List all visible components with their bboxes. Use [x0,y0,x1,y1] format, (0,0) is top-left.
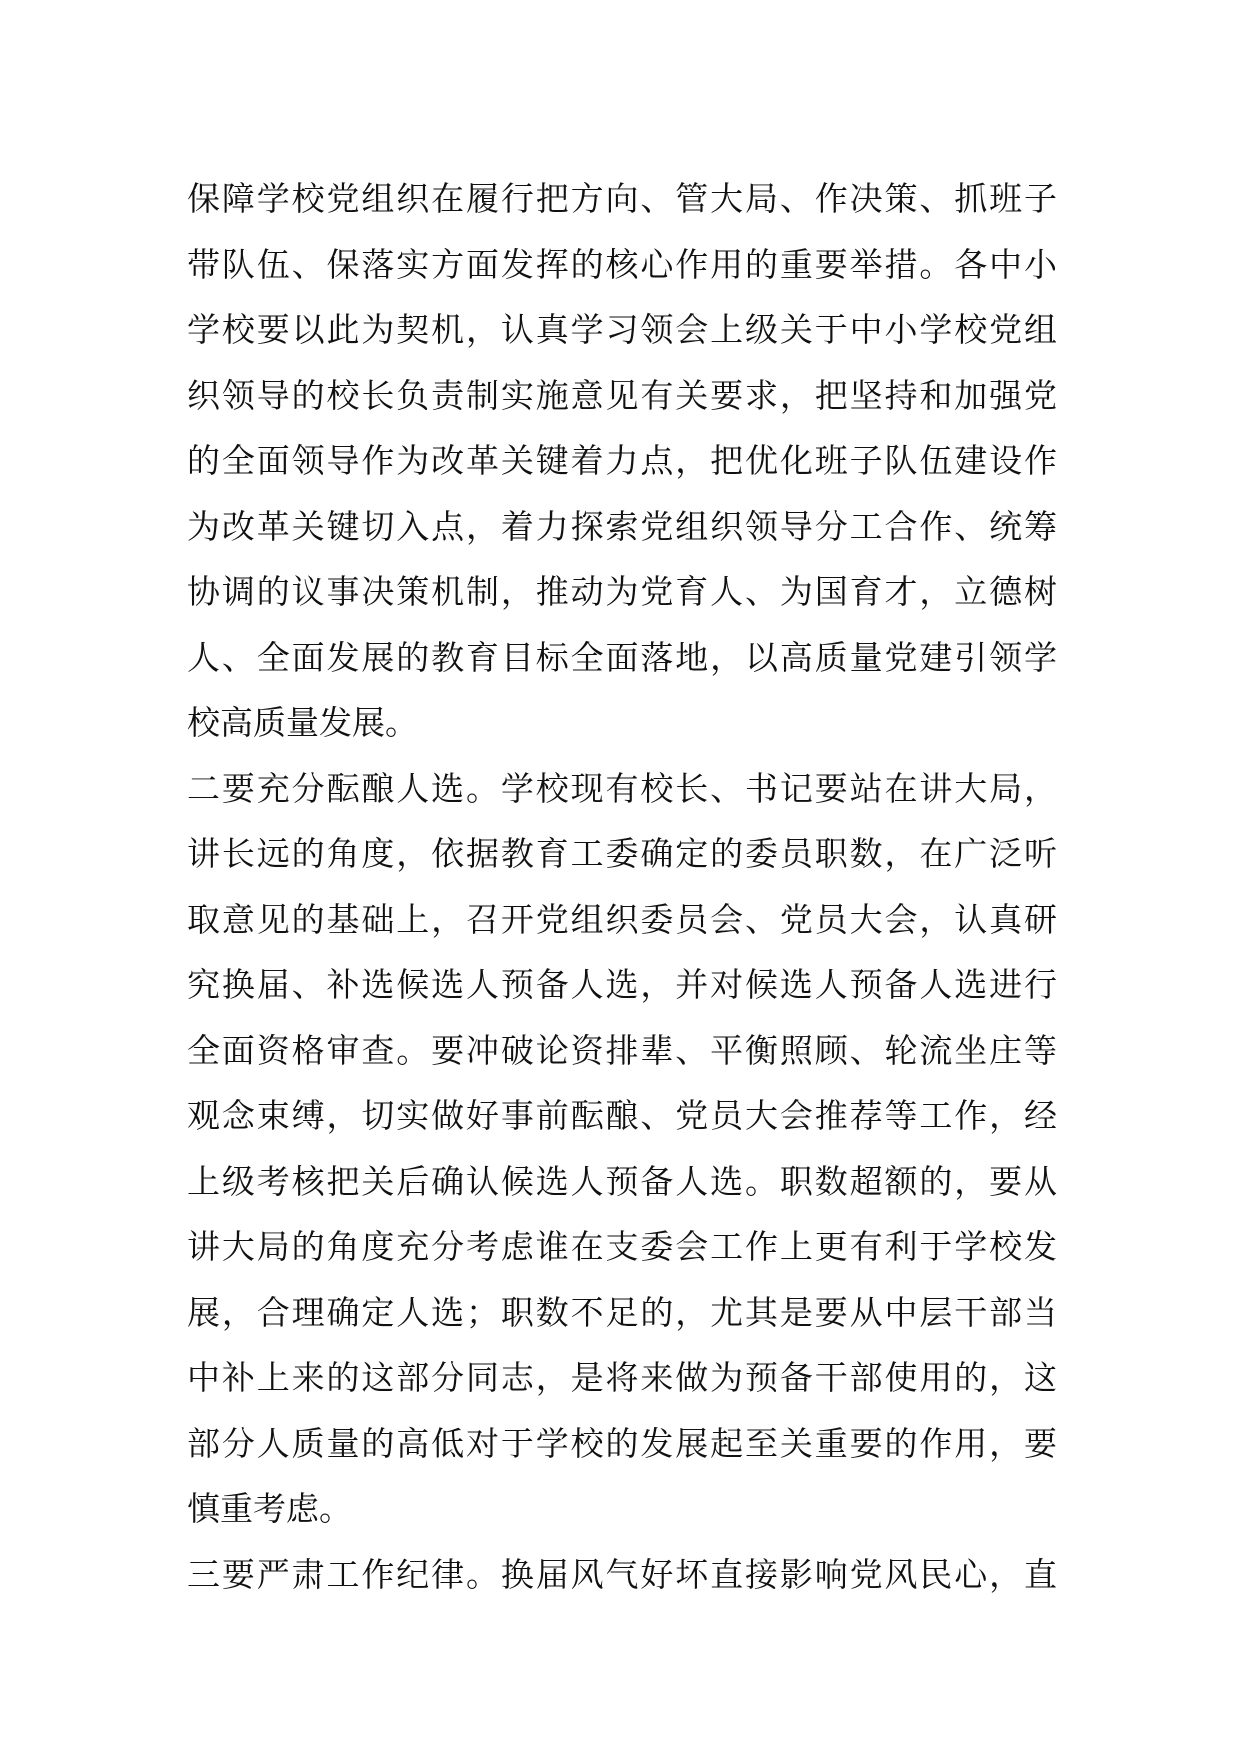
text-line: 织领导的校长负责制实施意见有关要求，把坚持和加强党 [187,375,1057,415]
text-line: 取意见的基础上，召开党组织委员会、党员大会，认真研 [187,899,1057,939]
text-line: 人、全面发展的教育目标全面落地，以高质量党建引领学 [187,637,1057,677]
text-line: 学校要以此为契机，认真学习领会上级关于中小学校党组 [187,310,1057,349]
body-text [187,166,1057,1607]
text-line: 究换届、补选候选人预备人选，并对候选人预备人选进行 [187,965,1057,1004]
text-line: 的全面领导作为改革关键着力点，把优化班子队伍建设作 [187,441,1057,480]
text-line: 二要充分酝酿人选。学校现有校长、书记要站在讲大局， [187,768,1057,808]
text-line: 为改革关键切入点，着力探索党组织领导分工合作、统筹 [187,506,1057,546]
text-line: 三要严肃工作纪律。换届风气好坏直接影响党风民心，直 [187,1554,1057,1594]
text-line: 部分人质量的高低对于学校的发展起至关重要的作用，要 [187,1423,1057,1463]
text-line: 讲长远的角度，依据教育工委确定的委员职数，在广泛听 [187,834,1057,873]
text-line: 中补上来的这部分同志，是将来做为预备干部使用的，这 [187,1358,1057,1397]
text-line: 观念束缚，切实做好事前酝酿、党员大会推荐等工作，经 [187,1096,1057,1135]
text-line: 讲大局的角度充分考虑谁在支委会工作上更有利于学校发 [187,1227,1057,1266]
text-line: 上级考核把关后确认候选人预备人选。职数超额的，要从 [187,1161,1057,1201]
text-line: 校高质量发展。 [187,703,418,742]
text-line: 保障学校党组织在履行把方向、管大局、作决策、抓班子 [187,179,1057,218]
text-line: 全面资格审查。要冲破论资排辈、平衡照顾、轮流坐庄等 [187,1030,1057,1070]
text-line: 慎重考虑。 [187,1489,352,1528]
text-line: 展，合理确定人选；职数不足的，尤其是要从中层干部当 [187,1292,1057,1332]
text-line: 协调的议事决策机制，推动为党育人、为国育才，立德树 [187,572,1057,611]
text-line: 带队伍、保落实方面发挥的核心作用的重要举措。各中小 [187,244,1057,284]
